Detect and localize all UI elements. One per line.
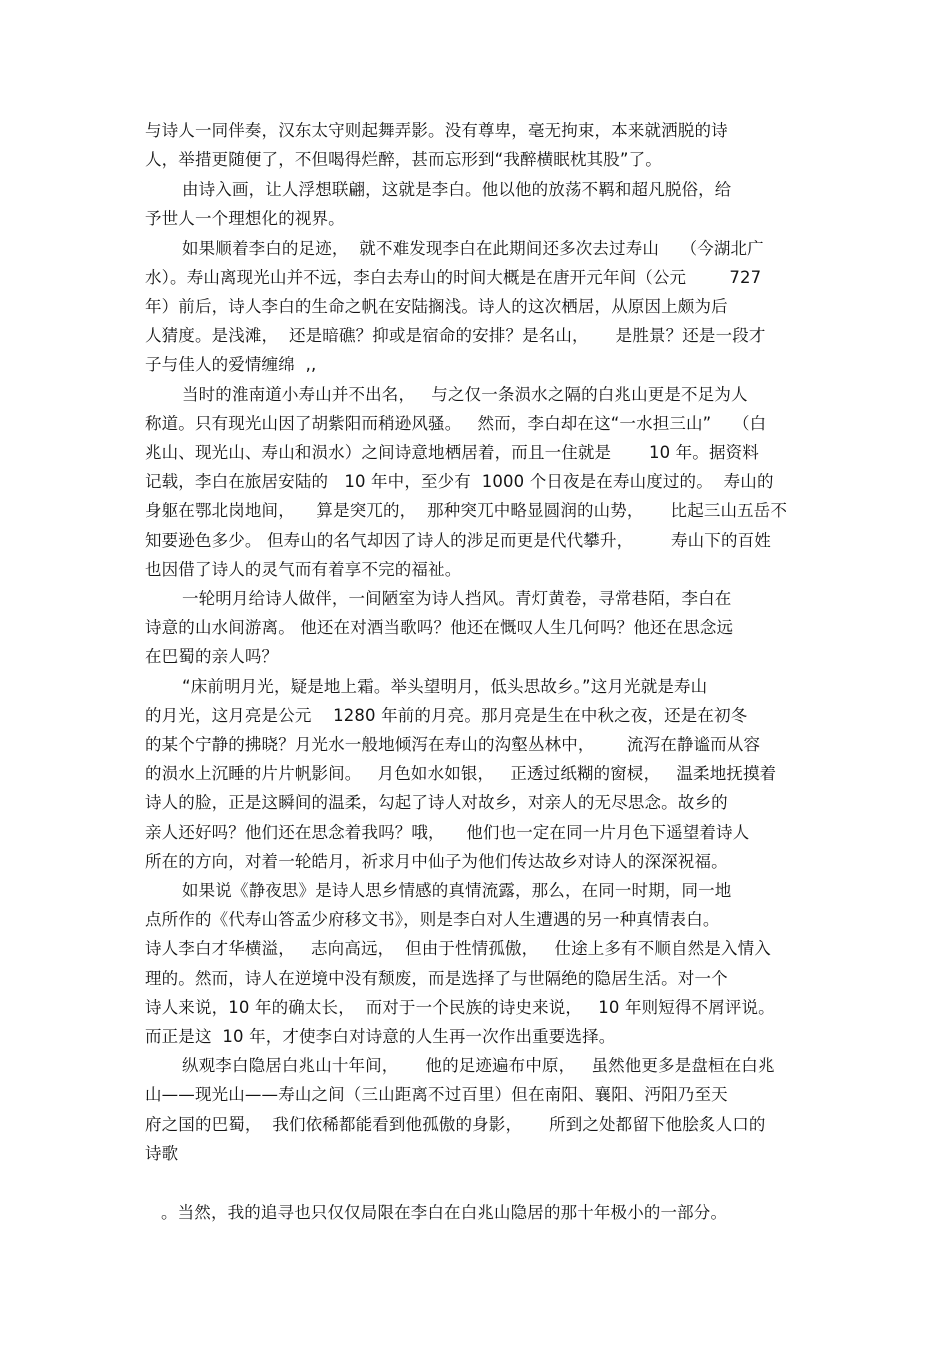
text-line: 诗人李白才华横溢， 志向高远， 但由于性情孤傲， 仕途上多有不顺自然是入情入 xyxy=(145,939,771,958)
text-line: 诗人来说，10 年的确太长， 而对于一个民族的诗史来说， 10 年则短得不屑评说。 xyxy=(145,998,775,1017)
text-line: 点所作的《代寿山答孟少府移文书》，则是李白对人生遭遇的另一种真情表白。 xyxy=(145,910,720,929)
text-line: 知要逊色多少。 但寿山的名气却因了诗人的涉足而更是代代攀升， 寿山下的百姓 xyxy=(145,531,771,550)
text-line: 年）前后，诗人李白的生命之帆在安陆搁浅。诗人的这次栖居，从原因上颇为后 xyxy=(145,297,728,316)
paragraph-start: 一轮明月给诗人做伴，一间陋室为诗人挡风。青灯黄卷，寻常巷陌，李白在 xyxy=(182,589,732,608)
closing-line: 。当然，我的追寻也只仅仅局限在李白在白兆山隐居的那十年极小的一部分。 xyxy=(161,1203,728,1222)
text-line: 人，举措更随便了，不但喝得烂醉，甚而忘形到“我醉横眠枕其股”了。 xyxy=(145,150,662,169)
text-line: 予世人一个理想化的视界。 xyxy=(145,209,345,228)
paragraph-start: 纵观李白隐居白兆山十年间， 他的足迹遍布中原， 虽然他更多是盘桓在白兆 xyxy=(182,1056,775,1075)
text-line: 也因借了诗人的灵气而有着享不完的福祉。 xyxy=(145,560,462,579)
paragraph-start: 当时的淮南道小寿山并不出名， 与之仅一条涢水之隔的白兆山更是不足为人 xyxy=(182,385,748,404)
text-line: 的某个宁静的拂晓？月光水一般地倾泻在寿山的沟壑丛林中， 流泻在静谧而从容 xyxy=(145,735,761,754)
text-line: 人猜度。是浅滩， 还是暗礁？抑或是宿命的安排？是名山， 是胜景？还是一段才 xyxy=(145,326,766,345)
text-line: 的月光，这月亮是公元 1280 年前的月亮。那月亮是生在中秋之夜，还是在初冬 xyxy=(145,706,748,725)
text-line: 身躯在鄂北岗地间， 算是突兀的， 那种突兀中略显圆润的山势， 比起三山五岳不 xyxy=(145,501,788,520)
text-line: 的涢水上沉睡的片片帆影间。 月色如水如银， 正透过纸糊的窗棂， 温柔地抚摸着 xyxy=(145,764,777,783)
text-line: 理的。然而，诗人在逆境中没有颓废，而是选择了与世隔绝的隐居生活。对一个 xyxy=(145,969,728,988)
text-line: 诗意的山水间游离。 他还在对酒当歌吗？他还在慨叹人生几何吗？他还在思念远 xyxy=(145,618,734,637)
text-line: 而正是这 10 年，才使李白对诗意的人生再一次作出重要选择。 xyxy=(145,1027,616,1046)
text-line: 亲人还好吗？他们还在思念着我吗？哦， 他们也一定在同一片月色下遥望着诗人 xyxy=(145,823,750,842)
text-line: 与诗人一同伴奏，汉东太守则起舞弄影。没有尊卑，毫无拘束，本来就洒脱的诗 xyxy=(145,121,728,140)
text-line: 诗人的脸，正是这瞬间的温柔，勾起了诗人对故乡，对亲人的无尽思念。故乡的 xyxy=(145,793,728,812)
text-line: 诗歌 xyxy=(145,1144,179,1163)
paragraph-start: 由诗入画，让人浮想联翩，这就是李白。他以他的放荡不羁和超凡脱俗，给 xyxy=(182,180,732,199)
text-line: 记载，李白在旅居安陆的 10 年中，至少有 1000 个日夜是在寿山度过的。 寿山的 xyxy=(145,472,774,491)
text-line: 府之国的巴蜀， 我们依稀都能看到他孤傲的身影， 所到之处都留下他脍炙人口的 xyxy=(145,1115,766,1134)
text-line: 在巴蜀的亲人吗？ xyxy=(145,647,279,666)
text-line: 水）。寿山离现光山并不远，李白去寿山的时间大概是在唐开元年间（公元 727 xyxy=(145,268,762,287)
text-line: 所在的方向，对着一轮皓月，祈求月中仙子为他们传达故乡对诗人的深深祝福。 xyxy=(145,852,728,871)
text-line: 兆山、现光山、寿山和涢水）之间诗意地栖居着，而且一住就是 10 年。据资料 xyxy=(145,443,759,462)
text-line: 称道。只有现光山因了胡紫阳而稍逊风骚。 然而，李白却在这“一水担三山” （白 xyxy=(145,414,767,433)
paragraph-start: 如果顺着李白的足迹， 就不难发现李白在此期间还多次去过寿山 （今湖北广 xyxy=(182,239,764,258)
text-line: 山——现光山——寿山之间（三山距离不过百里）但在南阳、襄阳、沔阳乃至天 xyxy=(145,1085,728,1104)
paragraph-start: “床前明月光，疑是地上霜。举头望明月，低头思故乡。”这月光就是寿山 xyxy=(182,677,708,696)
paragraph-start: 如果说《静夜思》是诗人思乡情感的真情流露，那么，在同一时期，同一地 xyxy=(182,881,732,900)
text-line: 子与佳人的爱情缠绵 ,, xyxy=(145,355,317,374)
